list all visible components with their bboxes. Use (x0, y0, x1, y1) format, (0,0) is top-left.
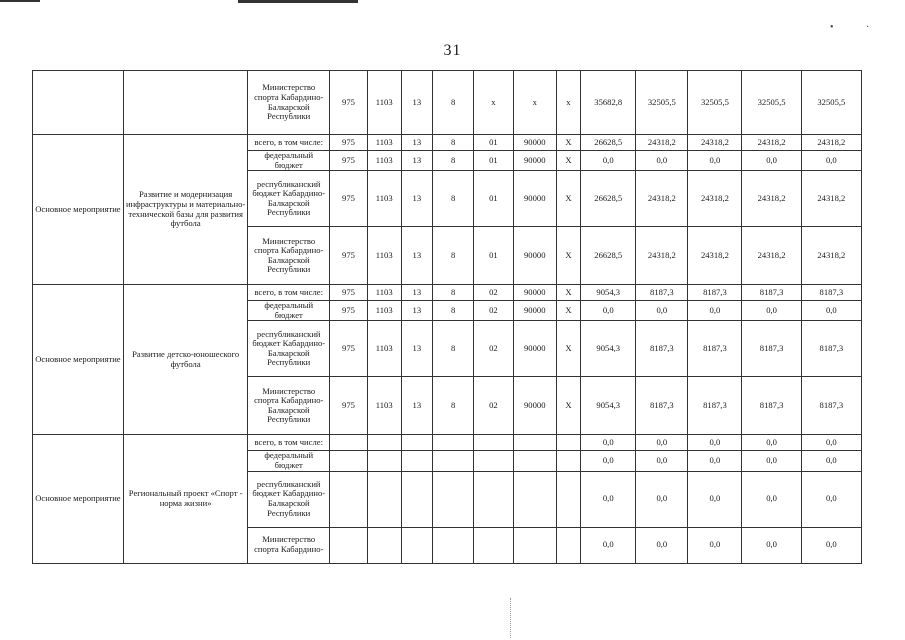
code-cell: 13 (401, 227, 433, 285)
code-cell (401, 527, 433, 563)
category-cell: Основное мероприятие (33, 285, 124, 435)
value-cell: 0,0 (636, 435, 688, 451)
code-cell: X (556, 321, 581, 377)
code-cell: 90000 (513, 301, 556, 321)
code-cell (556, 527, 581, 563)
scan-dot: · (866, 22, 870, 33)
code-cell (513, 435, 556, 451)
code-cell (330, 527, 368, 563)
value-cell: 24318,2 (636, 135, 688, 151)
code-cell (433, 435, 474, 451)
code-cell: 02 (474, 321, 514, 377)
code-cell: 02 (474, 377, 514, 435)
code-cell (367, 451, 401, 471)
table-row (33, 285, 862, 301)
code-cell (367, 471, 401, 527)
value-cell: 24318,2 (742, 171, 801, 227)
code-cell: 975 (330, 301, 368, 321)
code-cell: 1103 (367, 321, 401, 377)
code-cell: X (556, 285, 581, 301)
recipient-cell: федеральный бюджет (248, 151, 330, 171)
code-cell (433, 527, 474, 563)
value-cell: 0,0 (742, 451, 801, 471)
value-cell: 0,0 (688, 435, 742, 451)
code-cell: х (556, 71, 581, 135)
value-cell: 9054,3 (581, 285, 636, 301)
recipient-cell: федеральный бюджет (248, 301, 330, 321)
code-cell: 02 (474, 301, 514, 321)
code-cell: 02 (474, 285, 514, 301)
program-cell: Развитие детско-юношеского футбола (123, 285, 248, 435)
code-cell: 1103 (367, 285, 401, 301)
value-cell: 0,0 (581, 471, 636, 527)
value-cell: 0,0 (581, 301, 636, 321)
code-cell: X (556, 135, 581, 151)
code-cell (330, 451, 368, 471)
category-cell (33, 71, 124, 135)
value-cell: 0,0 (742, 527, 801, 563)
table-row (33, 71, 862, 135)
code-cell: 90000 (513, 321, 556, 377)
program-cell (123, 71, 248, 135)
code-cell: 975 (330, 227, 368, 285)
code-cell: 975 (330, 377, 368, 435)
value-cell: 0,0 (801, 301, 861, 321)
code-cell (433, 451, 474, 471)
value-cell: 0,0 (581, 435, 636, 451)
code-cell: 1103 (367, 377, 401, 435)
table-body (33, 71, 862, 564)
code-cell (556, 435, 581, 451)
value-cell: 32505,5 (688, 71, 742, 135)
recipient-cell: республиканский бюджет Кабардино-Балкарской Республики (248, 471, 330, 527)
recipient-cell: Министерство спорта Кабардино-Балкарской Республики (248, 377, 330, 435)
code-cell: 8 (433, 285, 474, 301)
code-cell: 975 (330, 71, 368, 135)
code-cell (401, 435, 433, 451)
code-cell: 1103 (367, 135, 401, 151)
value-cell: 0,0 (688, 151, 742, 171)
code-cell: 8 (433, 377, 474, 435)
value-cell: 8187,3 (636, 285, 688, 301)
code-cell (556, 471, 581, 527)
recipient-cell: республиканский бюджет Кабардино-Балкарской Республики (248, 321, 330, 377)
table-row (33, 135, 862, 151)
code-cell: 8 (433, 71, 474, 135)
code-cell: 90000 (513, 151, 556, 171)
value-cell: 0,0 (636, 301, 688, 321)
value-cell: 8187,3 (688, 285, 742, 301)
code-cell: X (556, 301, 581, 321)
code-cell: 13 (401, 171, 433, 227)
code-cell: 13 (401, 135, 433, 151)
code-cell: X (556, 151, 581, 171)
code-cell: 90000 (513, 135, 556, 151)
value-cell: 0,0 (636, 471, 688, 527)
code-cell (513, 471, 556, 527)
code-cell: 975 (330, 285, 368, 301)
code-cell: 975 (330, 151, 368, 171)
code-cell: 1103 (367, 171, 401, 227)
value-cell: 8187,3 (801, 285, 861, 301)
program-cell: Развитие и модернизация инфраструктуры и материально-технической базы для развития футбола (123, 135, 248, 285)
value-cell: 35682,8 (581, 71, 636, 135)
value-cell: 0,0 (581, 151, 636, 171)
value-cell: 8187,3 (742, 321, 801, 377)
value-cell: 0,0 (742, 471, 801, 527)
code-cell: 1103 (367, 71, 401, 135)
value-cell: 8187,3 (742, 285, 801, 301)
value-cell: 0,0 (801, 151, 861, 171)
value-cell: 0,0 (636, 151, 688, 171)
value-cell: 24318,2 (636, 171, 688, 227)
code-cell (401, 451, 433, 471)
value-cell: 0,0 (801, 527, 861, 563)
program-cell: Региональный проект «Спорт - норма жизни» (123, 435, 248, 563)
code-cell (401, 471, 433, 527)
value-cell: 24318,2 (636, 227, 688, 285)
value-cell: 0,0 (688, 471, 742, 527)
value-cell: 0,0 (801, 471, 861, 527)
code-cell: 90000 (513, 227, 556, 285)
code-cell: 8 (433, 301, 474, 321)
value-cell: 0,0 (801, 435, 861, 451)
value-cell: 0,0 (688, 527, 742, 563)
code-cell: 8 (433, 135, 474, 151)
code-cell: 90000 (513, 171, 556, 227)
recipient-cell: всего, в том числе: (248, 285, 330, 301)
code-cell: 13 (401, 301, 433, 321)
value-cell: 26628,5 (581, 135, 636, 151)
scan-mark (0, 0, 40, 2)
value-cell: 26628,5 (581, 227, 636, 285)
code-cell (513, 451, 556, 471)
code-cell: X (556, 377, 581, 435)
scan-dot: • (830, 22, 834, 33)
code-cell: 13 (401, 377, 433, 435)
code-cell: 90000 (513, 285, 556, 301)
code-cell: 975 (330, 171, 368, 227)
budget-table (32, 70, 862, 564)
code-cell: х (513, 71, 556, 135)
value-cell: 9054,3 (581, 321, 636, 377)
code-cell (556, 451, 581, 471)
value-cell: 8187,3 (636, 377, 688, 435)
value-cell: 0,0 (581, 527, 636, 563)
value-cell: 24318,2 (801, 135, 861, 151)
value-cell: 24318,2 (742, 135, 801, 151)
recipient-cell: федеральный бюджет (248, 451, 330, 471)
code-cell: 01 (474, 135, 514, 151)
code-cell (513, 527, 556, 563)
value-cell: 0,0 (636, 527, 688, 563)
value-cell: 0,0 (801, 451, 861, 471)
table-row (33, 435, 862, 451)
code-cell (474, 435, 514, 451)
recipient-cell: Министерство спорта Кабардино-Балкарской Республики (248, 227, 330, 285)
value-cell: 24318,2 (801, 227, 861, 285)
value-cell: 32505,5 (742, 71, 801, 135)
scan-mark (238, 0, 358, 3)
code-cell: 01 (474, 151, 514, 171)
value-cell: 24318,2 (688, 227, 742, 285)
value-cell: 8187,3 (742, 377, 801, 435)
value-cell: 0,0 (688, 451, 742, 471)
code-cell: 13 (401, 71, 433, 135)
code-cell: 01 (474, 227, 514, 285)
code-cell: 975 (330, 135, 368, 151)
code-cell (474, 471, 514, 527)
code-cell: X (556, 171, 581, 227)
value-cell: 24318,2 (742, 227, 801, 285)
code-cell: 1103 (367, 227, 401, 285)
value-cell: 0,0 (742, 301, 801, 321)
code-cell (474, 527, 514, 563)
code-cell: 8 (433, 151, 474, 171)
value-cell: 24318,2 (801, 171, 861, 227)
value-cell: 8187,3 (636, 321, 688, 377)
code-cell: х (474, 71, 514, 135)
value-cell: 32505,5 (801, 71, 861, 135)
category-cell: Основное мероприятие (33, 135, 124, 285)
category-cell: Основное мероприятие (33, 435, 124, 563)
code-cell: 975 (330, 321, 368, 377)
page-number: 31 (443, 42, 462, 59)
code-cell: 1103 (367, 301, 401, 321)
recipient-cell: всего, в том числе: (248, 135, 330, 151)
code-cell: 1103 (367, 151, 401, 171)
code-cell: 8 (433, 227, 474, 285)
value-cell: 24318,2 (688, 171, 742, 227)
scan-artifact (510, 598, 512, 638)
recipient-cell: республиканский бюджет Кабардино-Балкарской Республики (248, 171, 330, 227)
value-cell: 0,0 (636, 451, 688, 471)
value-cell: 0,0 (581, 451, 636, 471)
code-cell: 13 (401, 151, 433, 171)
value-cell: 8187,3 (801, 321, 861, 377)
value-cell: 32505,5 (636, 71, 688, 135)
recipient-cell: всего, в том числе: (248, 435, 330, 451)
value-cell: 8187,3 (688, 321, 742, 377)
code-cell (474, 451, 514, 471)
value-cell: 8187,3 (801, 377, 861, 435)
recipient-cell: Министерство спорта Кабардино- (248, 527, 330, 563)
code-cell: 01 (474, 171, 514, 227)
code-cell: 8 (433, 321, 474, 377)
code-cell: 13 (401, 321, 433, 377)
recipient-cell: Министерство спорта Кабардино-Балкарской Республики (248, 71, 330, 135)
code-cell (433, 471, 474, 527)
value-cell: 9054,3 (581, 377, 636, 435)
code-cell (330, 471, 368, 527)
code-cell: X (556, 227, 581, 285)
value-cell: 24318,2 (688, 135, 742, 151)
value-cell: 0,0 (742, 151, 801, 171)
value-cell: 0,0 (688, 301, 742, 321)
code-cell (330, 435, 368, 451)
code-cell (367, 527, 401, 563)
code-cell: 8 (433, 171, 474, 227)
value-cell: 0,0 (742, 435, 801, 451)
code-cell: 13 (401, 285, 433, 301)
code-cell: 90000 (513, 377, 556, 435)
value-cell: 8187,3 (688, 377, 742, 435)
value-cell: 26628,5 (581, 171, 636, 227)
code-cell (367, 435, 401, 451)
